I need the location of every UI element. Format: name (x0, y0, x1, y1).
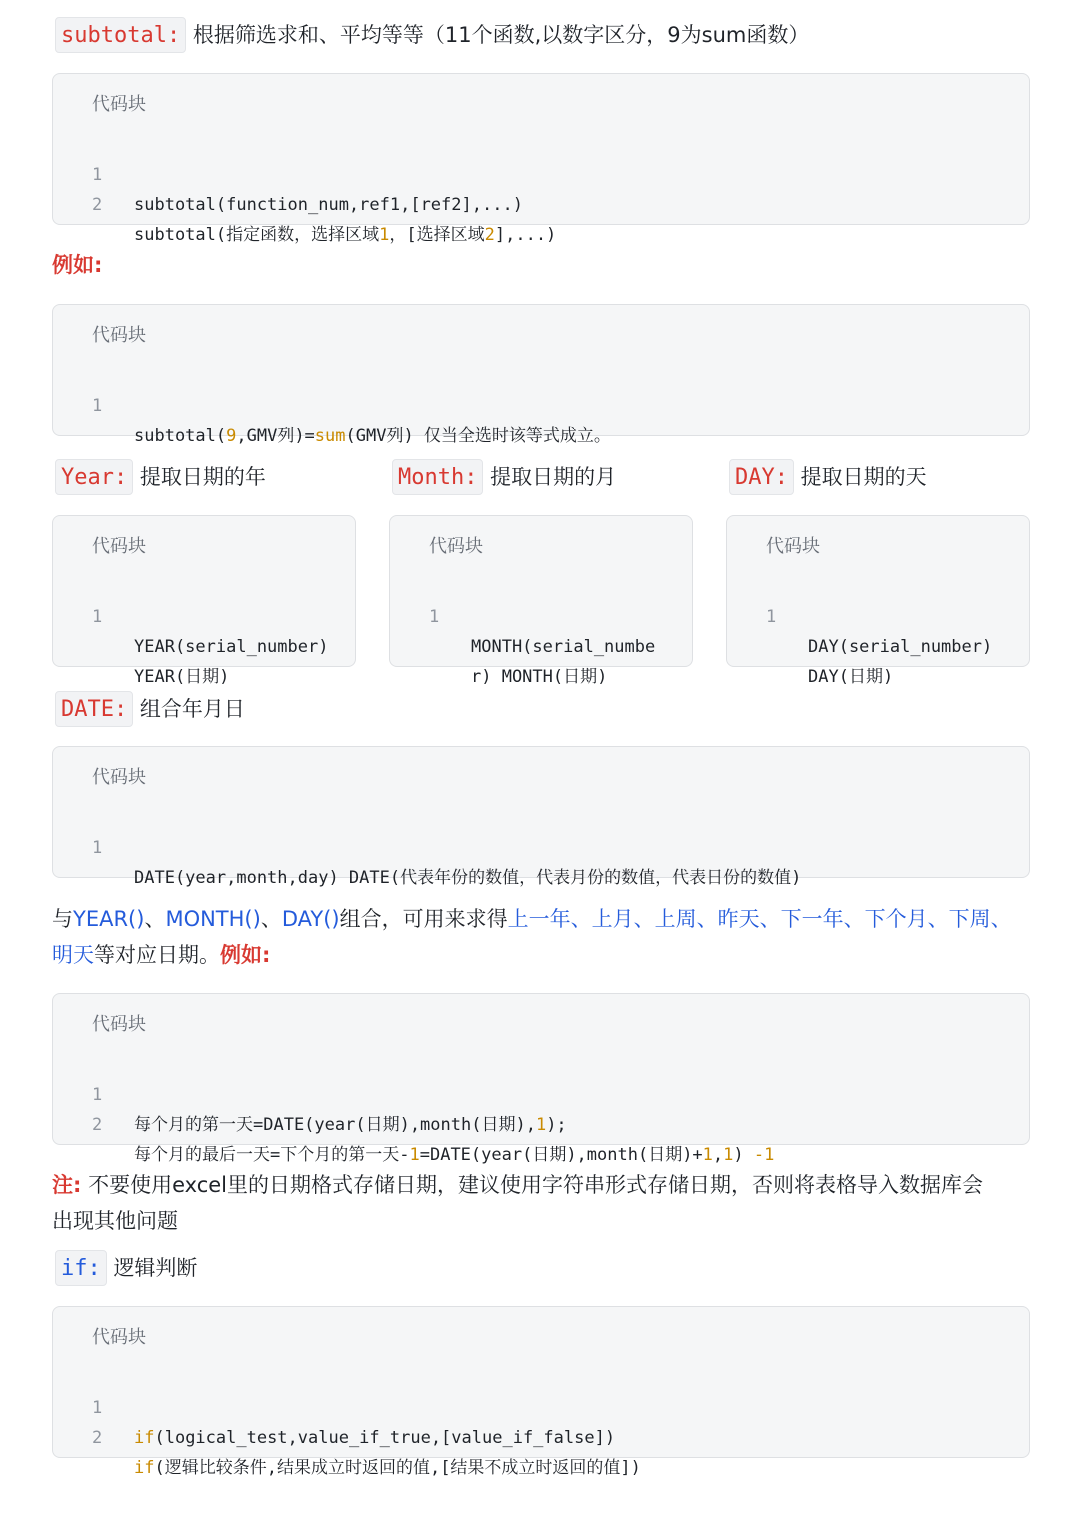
example-label: 例如: (220, 943, 271, 967)
code-text: subtotal(指定函数，选择区域1，[选择区域2],...) (134, 225, 557, 245)
line-number: 1 (92, 838, 103, 858)
code-text: DATE(year,month,day) DATE(代表年份的数值，代表月份的数值，代表日份的数值) (134, 868, 802, 888)
month-tag: Month: (392, 459, 483, 495)
code-block-day (726, 515, 1030, 687)
combo-line-1 (52, 901, 1042, 937)
date-tag: DATE: (55, 691, 133, 727)
code-block-title: 代码块 (429, 536, 483, 557)
year-desc: 提取日期的年 (139, 465, 266, 489)
code-block-example1 (52, 304, 1030, 446)
year-heading (55, 458, 266, 495)
text: 与 (52, 907, 73, 931)
line-number: 2 (92, 1115, 103, 1135)
code-text: YEAR(serial_number) YEAR(日期) (134, 637, 329, 687)
month-link[interactable]: MONTH() (165, 907, 261, 931)
example-label: 例如: (52, 253, 103, 277)
code-text: if(logical_test,value_if_true,[value_if_false]) (134, 1428, 616, 1448)
line-number: 2 (92, 195, 103, 215)
code-text: subtotal(9,GMV列)=sum(GMV列) 仅当全选时该等式成立。 (134, 426, 611, 446)
code-block-title: 代码块 (92, 536, 146, 557)
year-link[interactable]: YEAR() (73, 907, 145, 931)
text: 组合，可用来求得 (339, 907, 508, 931)
code-line (53, 1393, 1029, 1513)
code-text: if(逻辑比较条件,结果成立时返回的值,[结果不成立时返回的值]) (134, 1458, 641, 1478)
code-text: 每个月的第一天=DATE(year(日期),month(日期),1); (134, 1115, 567, 1135)
day-heading (729, 458, 927, 495)
code-text: 每个月的最后一天=下个月的第一天-1=DATE(year(日期),month(日期)+1,1) -1 (134, 1145, 775, 1165)
date-heading (55, 690, 245, 727)
code-block-if (52, 1306, 1030, 1478)
code-block-subtotal (52, 73, 1030, 245)
month-desc: 提取日期的月 (490, 465, 617, 489)
note-text: 出现其他问题 (52, 1209, 178, 1233)
line-number: 1 (92, 1085, 103, 1105)
code-block-example2 (52, 993, 1030, 1165)
line-number: 1 (429, 607, 440, 627)
code-text: DAY(serial_number) DAY(日期) (808, 637, 993, 687)
if-desc: 逻辑判断 (113, 1256, 198, 1280)
day-desc: 提取日期的天 (800, 465, 927, 489)
code-text: MONTH(serial_number) MONTH(日期) (471, 637, 656, 687)
code-block-title: 代码块 (766, 536, 820, 557)
note-paragraph (52, 1167, 1042, 1239)
code-block-date (52, 746, 1030, 888)
line-number: 1 (92, 165, 103, 185)
subtotal-desc: 根据筛选求和、平均等等（11个函数,以数字区分，9为sum函数） (192, 23, 810, 47)
note-label: 注: (52, 1173, 82, 1197)
line-number: 1 (766, 607, 777, 627)
code-text: subtotal(function_num,ref1,[ref2],...) (134, 195, 523, 215)
year-tag: Year: (55, 459, 133, 495)
code-block-month (389, 515, 693, 687)
line-number: 1 (92, 1398, 103, 1418)
line-number: 2 (92, 1428, 103, 1448)
code-block-title: 代码块 (92, 767, 146, 788)
code-line (53, 160, 1029, 280)
if-tag: if: (55, 1250, 107, 1286)
code-line (53, 572, 355, 692)
line-number: 1 (92, 396, 103, 416)
date-desc: 组合年月日 (139, 697, 245, 721)
line-number: 1 (92, 607, 103, 627)
subtotal-tag: subtotal: (55, 17, 186, 53)
subtotal-heading (55, 16, 809, 53)
note-text: 不要使用excel里的日期格式存储日期，建议使用字符串形式存储日期，否则将表格导入数据库会 (88, 1173, 983, 1197)
if-heading (55, 1249, 197, 1286)
combo-line-2 (52, 937, 1042, 973)
code-line (727, 572, 1029, 692)
text: 等对应日期。 (94, 943, 220, 967)
combo-paragraph (52, 901, 1042, 973)
code-block-title: 代码块 (92, 1327, 146, 1348)
code-line (390, 572, 692, 692)
text: 、 (144, 907, 166, 931)
note-line-1 (52, 1167, 1042, 1203)
code-block-title: 代码块 (92, 94, 146, 115)
code-block-title: 代码块 (92, 1014, 146, 1035)
date-terms-list: 明天 (52, 943, 94, 967)
note-line-2 (52, 1203, 1042, 1239)
date-terms-list: 上一年、上月、上周、昨天、下一年、下个月、下周、 (507, 907, 1012, 931)
text: 、 (260, 907, 282, 931)
day-link[interactable]: DAY() (281, 907, 340, 931)
day-tag: DAY: (729, 459, 794, 495)
month-heading (392, 458, 616, 495)
code-block-title: 代码块 (92, 325, 146, 346)
code-block-year (52, 515, 356, 687)
